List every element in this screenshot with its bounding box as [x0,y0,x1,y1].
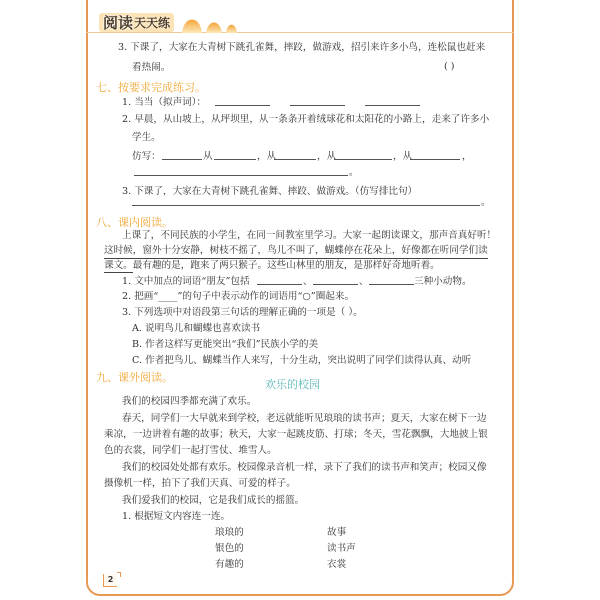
page-number-corner-decoration [117,572,121,577]
section-9-heading: 九、课外阅读。 [96,371,173,384]
s7-q1-blank-2[interactable] [290,96,345,106]
s7-imitate-blank-3[interactable] [274,150,316,160]
s7-imitate-blank-4[interactable] [334,150,392,160]
section-8-heading: 八、课内阅读。 [96,216,173,229]
top-q3-answer-paren[interactable]: ( ) [444,61,455,72]
s9-p1: 我们的校园四季都充满了欢乐。 [122,396,257,407]
top-q3-line2: 看热闹。 [132,62,171,73]
s8-q1-blank-2[interactable] [313,275,358,285]
s7-imitate-end-comma: ， [462,151,472,162]
section-7-heading: 七、按要求完成练习。 [96,81,206,94]
s7-q1-label: 1. 当当（拟声词）： [122,97,207,108]
s9-p4: 我们爱我们的校园，它是我们成长的摇篮。 [122,495,305,506]
s7-q3-text: 3. 下课了，大家在大青树下跳孔雀舞、摔跤、做游戏。（仿写排比句） [122,186,418,197]
s8-option-c[interactable]: C. 作者把鸟儿、蝴蝶当作人来写，十分生动，突出说明了同学们读得认真、动听 [132,355,472,366]
logo-text-small: 天天练 [134,16,171,30]
s8-q1-blank-3[interactable] [369,275,414,285]
match-left-3[interactable]: 有趣的 [215,559,244,570]
s7-imitate-blank-1[interactable] [162,150,202,160]
match-right-2[interactable]: 读书声 [327,543,356,554]
s8-passage-line3 [104,259,440,272]
s7-q2-line1: 2. 早晨，从山坡上，从坪坝里，从一条条开着绒球花和太阳花的小路上，走来了许多小 [122,114,490,125]
s8-option-b[interactable]: B. 作者这样写更能突出“我们”民族小学的美 [132,339,319,350]
s7-from-4: ，从 [393,151,413,162]
page-number: 2 [103,574,117,587]
s7-imitate-blank-5[interactable] [410,150,460,160]
s7-from-1: 从 [203,151,213,162]
s8-q2-text: 2. 把画“____”的句子中表示动作的词语用“○”圈起来。 [122,291,355,302]
s9-q1-text: 1. 根据短文内容连一连。 [122,511,231,522]
s8-passage-line3-rest: 最有趣的是，跑来了两只猴子。这些山林里的朋友，是那样好奇地听着。 [132,260,440,271]
match-right-1[interactable]: 故事 [327,527,347,538]
s7-from-2: ，从 [257,151,277,162]
s8-q1-sep-1: 、 [303,276,313,287]
s7-q3-period: 。 [481,197,491,208]
s9-p3-line2: 摄像机一样，拍下了我们天真、可爱的样子。 [104,478,296,489]
s8-passage-line3-underlined: 课文。 [104,260,133,271]
s8-option-a[interactable]: A. 说明鸟儿和蝴蝶也喜欢读书 [132,323,261,334]
s7-q3-answer-line[interactable] [132,196,480,206]
top-q3-line1: 3. 下课了，大家在大青树下跳孔雀舞，摔跤，做游戏，招引来许多小鸟，连松鼠也赶来 [118,42,486,53]
s7-from-3: ，从 [317,151,337,162]
match-left-1[interactable]: 琅琅的 [215,527,244,538]
s9-p2-line3: 色的衣裳，同学们一起打雪仗、堆雪人。 [104,445,277,456]
s8-q1-prefix: 1. 文中加点的词语“朋友”包括 [122,276,250,287]
s7-q2-line2: 学生。 [132,132,161,143]
s8-passage-line1: 上课了，不同民族的小学生，在同一间教室里学习。大家一起朗读课文，那声音真好听！ [122,230,497,241]
s9-p2-line2: 乘凉，一边讲着有趣的故事；秋天，大家一起跳皮筋、打球；冬天，雪花飘飘，大地披上银 [104,429,488,440]
s7-q1-blank-3[interactable] [365,96,420,106]
s8-q1-sep-2: 、 [359,276,369,287]
s8-q3-text: 3. 下列选项中对语段第三句话的理解正确的一项是（ ）。 [122,307,363,318]
s7-imitate-blank-2[interactable] [214,150,256,160]
s7-imitate-blank-6[interactable] [134,166,348,176]
logo-text-big: 阅读 [103,14,134,32]
s9-p2-line1: 春天，同学们一大早就来到学校，老远就能听见琅琅的读书声；夏天，大家在树下一边 [122,413,487,424]
s8-q1-suffix: 三种小动物。 [414,276,472,287]
s8-passage-line2-underlined: 这时候，窗外十分安静，树枝不摇了，鸟儿不叫了，蝴蝶停在花朵上，好像都在听同学们读 [104,244,488,259]
match-left-2[interactable]: 银色的 [215,543,244,554]
s7-imitate-period: 。 [349,167,359,178]
s7-imitate-label: 仿写： [132,151,161,162]
match-right-3[interactable]: 衣裳 [327,559,347,570]
s8-q1-blank-1[interactable] [257,275,302,285]
story-title: 欢乐的校园 [265,378,320,391]
s9-p3-line1: 我们的校园处处都有欢乐。校园像录音机一样，录下了我们的读书声和笑声；校园又像 [122,462,487,473]
s7-q1-blank-1[interactable] [215,96,270,106]
